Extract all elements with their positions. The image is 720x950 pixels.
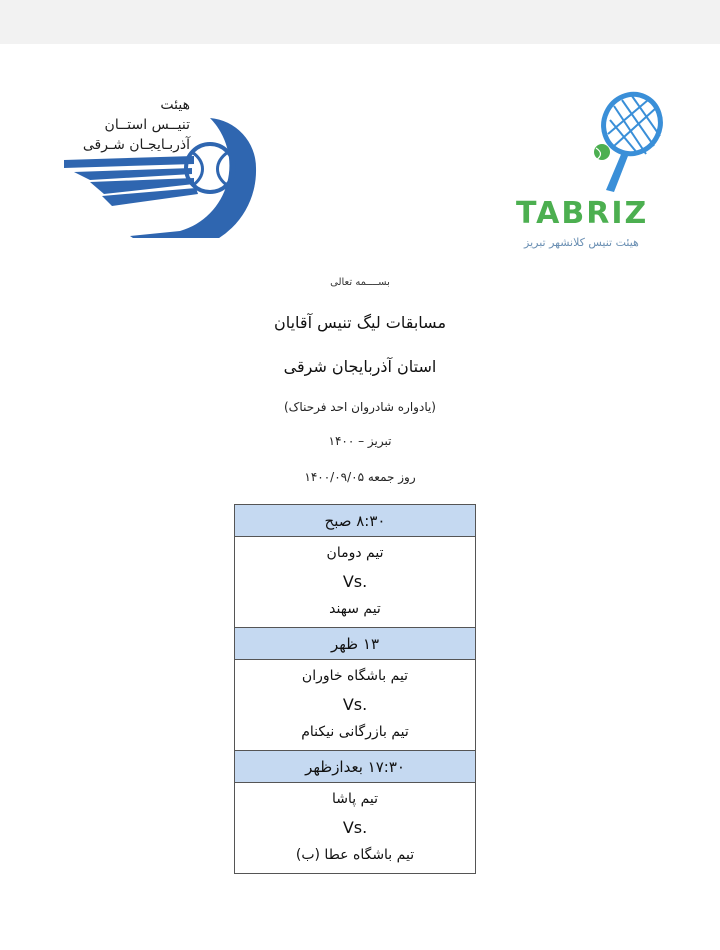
- versus-label: Vs.: [342, 818, 368, 837]
- away-team: تیم سهند: [329, 601, 381, 617]
- away-team: تیم باشگاه عطا (ب): [295, 847, 415, 863]
- memorial-subtitle: (یادواره شادروان احد فرحناک): [284, 400, 436, 414]
- logo-left-line2: تنیــس استــان: [104, 117, 190, 133]
- logo-left-line3: آذربـایجـان شـرقی: [82, 137, 190, 153]
- top-bar: [0, 0, 720, 44]
- match-row: [235, 660, 475, 750]
- session-time-header: ۱۳ ظهر: [235, 627, 475, 660]
- match-schedule-table: [234, 504, 476, 874]
- east-azerbaijan-tennis-logo: [60, 88, 280, 238]
- versus-label: Vs.: [342, 572, 368, 591]
- home-team: تیم پاشا: [331, 791, 379, 807]
- versus-label: Vs.: [342, 695, 368, 714]
- away-team: تیم بازرگانی نیکنام: [301, 724, 409, 740]
- league-title: مسابقات لیگ تنیس آقایان: [273, 313, 447, 332]
- province-title: استان آذربایجان شرقی: [283, 357, 437, 376]
- tabriz-wordmark: TABRIZ: [516, 196, 649, 231]
- logo-left-line1: هیئت: [160, 97, 190, 113]
- bismillah-text: بســــمه تعالی: [330, 277, 390, 288]
- tennis-racket-icon: [510, 90, 670, 200]
- event-date: روز جمعه ۱۴۰۰/۰۹/۰۵: [304, 470, 416, 484]
- match-row: [235, 537, 475, 627]
- tabriz-subtitle: هیئت تنیس کلانشهر تبریز: [524, 236, 639, 249]
- city-year: تبریز – ۱۴۰۰: [328, 434, 392, 448]
- session-time-header: ۸:۳۰ صبح: [235, 505, 475, 537]
- tabriz-tennis-logo: [510, 90, 670, 260]
- match-row: [235, 783, 475, 873]
- home-team: تیم دومان: [326, 545, 384, 561]
- session-time-header: ۱۷:۳۰ بعدازظهر: [235, 750, 475, 783]
- home-team: تیم باشگاه خاوران: [301, 668, 409, 684]
